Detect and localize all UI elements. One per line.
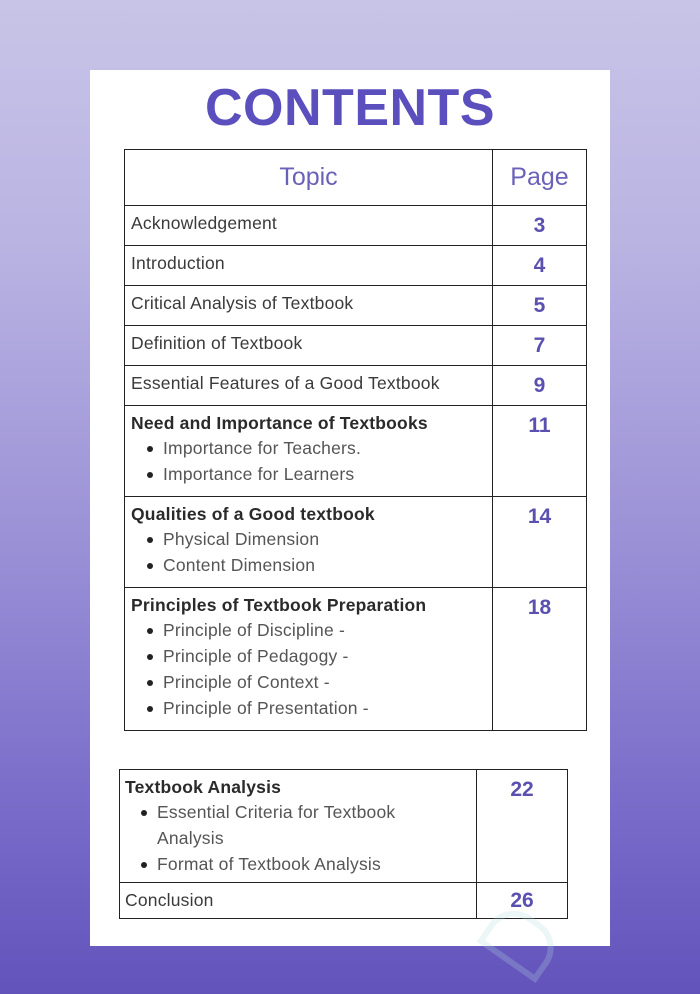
topic-cell: Introduction: [125, 246, 493, 286]
contents-table-continued: [119, 769, 568, 919]
table-row: [120, 770, 568, 883]
topic-cell: [125, 588, 493, 731]
page-number: 22: [477, 770, 568, 883]
subtopic-item: Essential Criteria for Textbook Analysis: [157, 799, 436, 851]
subtopic-item: Importance for Learners: [163, 461, 492, 487]
table-row: [125, 246, 587, 286]
table-row: [125, 206, 587, 246]
subtopic-item: Principle of Presentation -: [163, 695, 492, 721]
topic-cell: [120, 770, 477, 883]
topic-cell: Conclusion: [120, 883, 477, 919]
subtopic-list: [131, 526, 492, 578]
contents-table: [124, 149, 587, 731]
subtopic-item: Importance for Teachers.: [163, 435, 492, 461]
subtopic-item: Principle of Pedagogy -: [163, 643, 492, 669]
subtopic-list: [131, 617, 492, 721]
subtopic-list: [131, 435, 492, 487]
page-number: 4: [493, 246, 587, 286]
topic-cell: [125, 406, 493, 497]
page-number: 5: [493, 286, 587, 326]
subtopic-list: [125, 799, 476, 877]
table-row: [125, 286, 587, 326]
section-heading: Principles of Textbook Preparation: [131, 595, 427, 615]
subtopic-item: Content Dimension: [163, 552, 492, 578]
page-number: 3: [493, 206, 587, 246]
topic-cell: Essential Features of a Good Textbook: [125, 366, 493, 406]
section-heading: Qualities of a Good textbook: [131, 504, 375, 524]
table-row: [125, 406, 587, 497]
subtopic-item: Format of Textbook Analysis: [157, 851, 436, 877]
section-heading: Textbook Analysis: [125, 777, 282, 797]
page-number: 26: [477, 883, 568, 919]
subtopic-item: Principle of Discipline -: [163, 617, 492, 643]
topic-cell: Critical Analysis of Textbook: [125, 286, 493, 326]
header-page: Page: [493, 150, 587, 206]
subtopic-item: Principle of Context -: [163, 669, 492, 695]
page-number: 9: [493, 366, 587, 406]
page-number: 18: [493, 588, 587, 731]
page-number: 14: [493, 497, 587, 588]
page-title: CONTENTS: [205, 79, 495, 137]
page-number: 7: [493, 326, 587, 366]
topic-cell: [125, 497, 493, 588]
table-row: [125, 366, 587, 406]
page-number: 11: [493, 406, 587, 497]
section-heading: Need and Importance of Textbooks: [131, 413, 428, 433]
document-page: [90, 70, 610, 946]
table-header-row: [125, 150, 587, 206]
table-row: [125, 497, 587, 588]
table-row: [125, 588, 587, 731]
table-row: [125, 326, 587, 366]
header-topic: Topic: [125, 150, 493, 206]
topic-cell: Acknowledgement: [125, 206, 493, 246]
subtopic-item: Physical Dimension: [163, 526, 492, 552]
topic-cell: Definition of Textbook: [125, 326, 493, 366]
